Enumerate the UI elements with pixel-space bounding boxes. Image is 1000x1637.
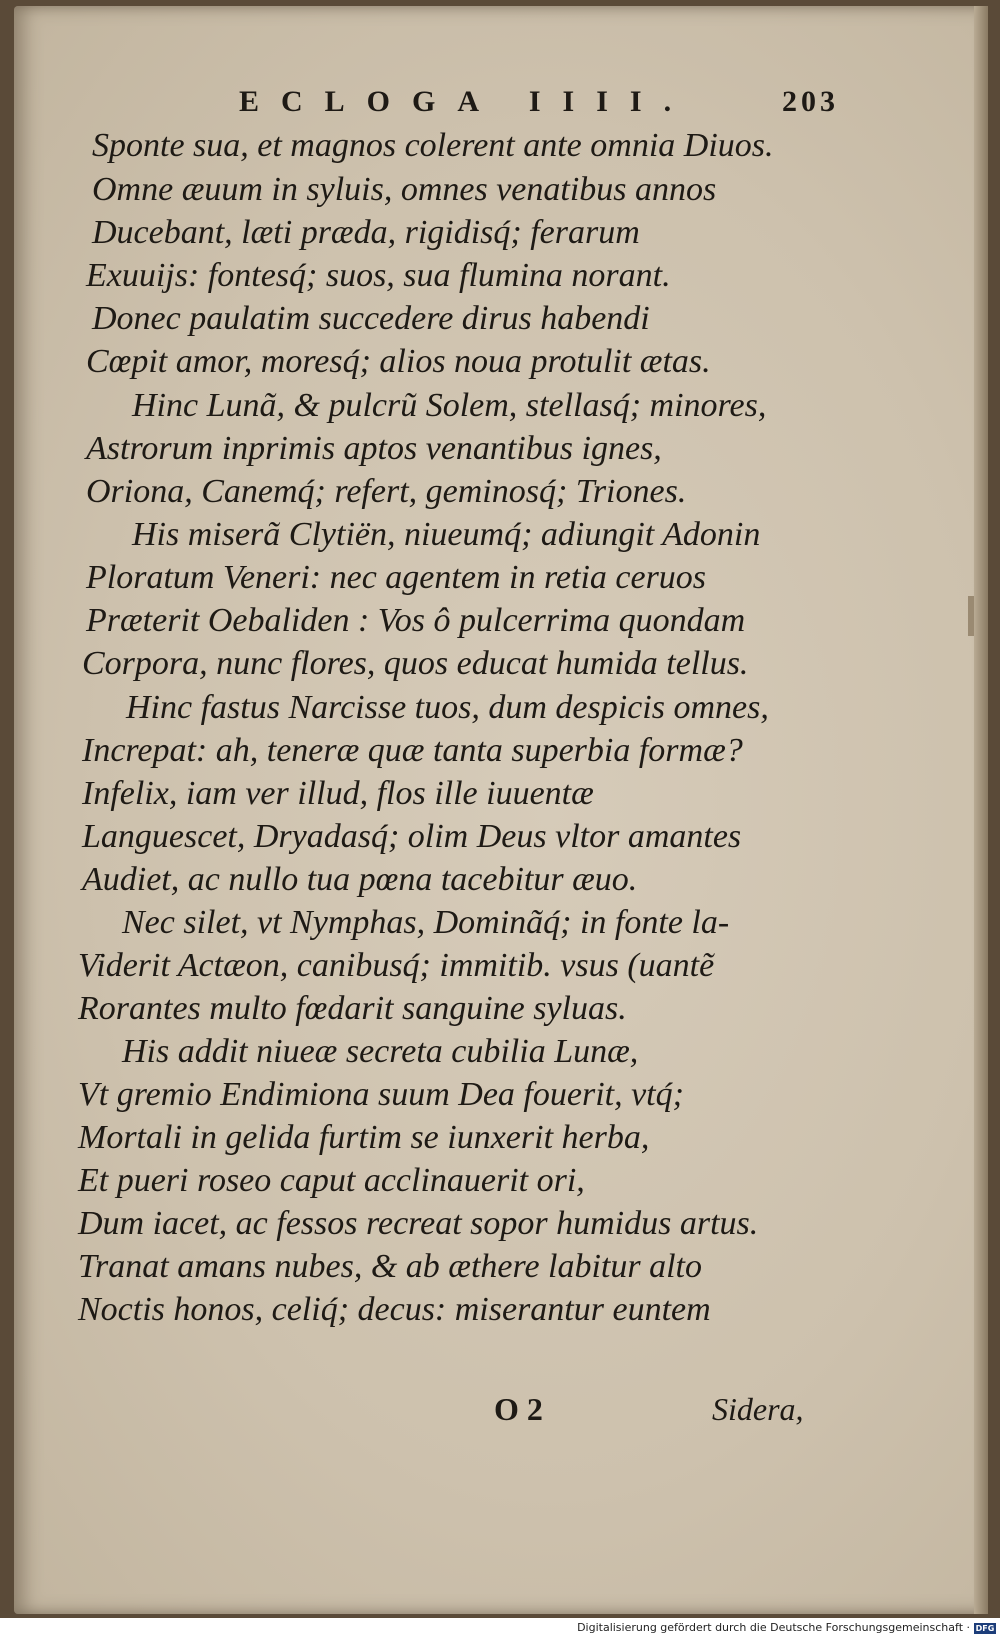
verse-line: Audiet, ac nullo tua pœna tacebitur æuo. <box>82 861 638 898</box>
verse-line: Nec silet, vt Nymphas, Dominãq́; in fonte la- <box>122 904 730 941</box>
verse-line: Cœpit amor, moresq́; alios noua protulit ætas. <box>86 343 711 380</box>
credit-text: Digitalisierung gefördert durch die Deutsche Forschungsgemeinschaft · <box>577 1621 970 1634</box>
verse-line: Præterit Oebaliden : Vos ô pulcerrima quondam <box>86 602 746 639</box>
verse-line: Rorantes multo fœdarit sanguine syluas. <box>78 990 627 1027</box>
signature-mark: O 2 <box>494 1391 543 1427</box>
verse-line: Astrorum inprimis aptos venantibus ignes, <box>86 430 662 467</box>
verse-line: Donec paulatim succedere dirus habendi <box>92 300 650 337</box>
verse-line: Ploratum Veneri: nec agentem in retia ceruos <box>86 559 707 596</box>
catchword: Sidera, <box>712 1391 804 1427</box>
verse-line: Hinc Lunã, & pulcrũ Solem, stellasq́; minores, <box>132 387 767 424</box>
verse-line: Et pueri roseo caput acclinauerit ori, <box>78 1162 585 1199</box>
verse-line: Exuuijs: fontesq́; suos, sua flumina norant. <box>86 257 671 294</box>
verse-line: Corpora, nunc flores, quos educat humida tellus. <box>82 645 749 682</box>
verse-line: His addit niueæ secreta cubilia Lunæ, <box>122 1033 639 1070</box>
verse-line: Viderit Actæon, canibusq́; immitib. vsus (uantẽ <box>78 947 715 984</box>
verse-line: Increpat: ah, teneræ quæ tanta superbia formæ? <box>82 732 743 769</box>
verse-line: Languescet, Dryadasq́; olim Deus vltor amantes <box>82 818 742 855</box>
digitization-credit <box>577 1621 996 1635</box>
verse-line: Sponte sua, et magnos colerent ante omnia Diuos. <box>92 127 774 164</box>
verse-line: Infelix, iam ver illud, flos ille iuuentæ <box>82 775 594 812</box>
book-page <box>14 6 988 1614</box>
verse-block <box>14 6 988 1614</box>
verse-line: Dum iacet, ac fessos recreat sopor humidus artus. <box>78 1205 759 1242</box>
verse-line: Omne æuum in syluis, omnes venatibus annos <box>92 171 717 208</box>
verse-line: His miserã Clytiën, niueumq́; adiungit Adonin <box>132 516 761 553</box>
dfg-logo-icon: DFG <box>975 1623 995 1633</box>
running-head-title: ECLOGA IIII. <box>239 85 694 118</box>
verse-line: Noctis honos, celiq́; decus: miserantur euntem <box>78 1291 711 1328</box>
verse-line: Hinc fastus Narcisse tuos, dum despicis omnes, <box>126 689 769 726</box>
verse-line: Mortali in gelida furtim se iunxerit herba, <box>78 1119 650 1156</box>
verse-line: Vt gremio Endimiona suum Dea fouerit, vtq́; <box>78 1076 684 1113</box>
verse-line: Ducebant, læti præda, rigidisq́; ferarum <box>92 214 640 251</box>
verse-line: Tranat amans nubes, & ab æthere labitur alto <box>78 1248 703 1285</box>
verse-line: Oriona, Canemq́; refert, geminosq́; Triones. <box>86 473 687 510</box>
page-footer <box>14 1391 988 1435</box>
page-number: 203 <box>782 85 839 118</box>
